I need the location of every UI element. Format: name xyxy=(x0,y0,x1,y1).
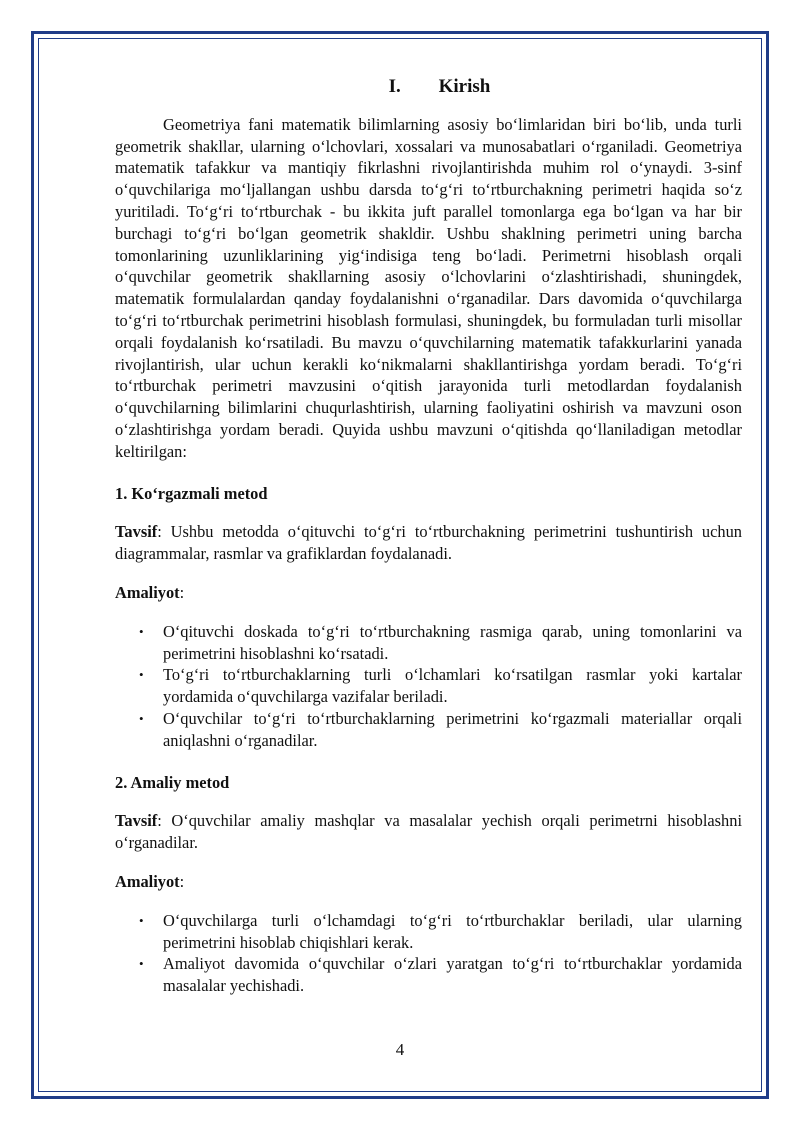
practice-colon: : xyxy=(179,582,185,602)
bullet-icon: • xyxy=(139,667,144,683)
practice-label: Amaliyot xyxy=(115,582,180,602)
bullet-icon: • xyxy=(139,912,144,928)
list-item xyxy=(115,664,742,708)
page-number: 4 xyxy=(395,1040,405,1059)
description-label: Tavsif xyxy=(115,811,158,831)
description-text: : O‘quvchilar amaliy mashqlar va masalalar yechish orqali perimetrni hisoblashni o‘rganadilar. xyxy=(115,811,742,853)
list-item-text: Amaliyot davomida o‘quvchilar o‘zlari yaratgan to‘g‘ri to‘rtburchaklar yordamida masalalar yechishadi. xyxy=(163,954,742,996)
list-item-text: O‘qituvchi doskada to‘g‘ri to‘rtburchakning rasmiga qarab, uning tomonlarini va perimetrini hisoblashni ko‘rsatadi. xyxy=(163,621,742,663)
practice-list xyxy=(115,621,742,752)
section-title-amaliy: 2. Amaliy metod xyxy=(115,772,230,792)
chapter-number: I. xyxy=(388,76,401,97)
list-item-text: O‘quvchilar to‘g‘ri to‘rtburchaklarning perimetrini ko‘rgazmali materiallar orqali aniqlashni o‘rganadilar. xyxy=(163,708,742,750)
list-item xyxy=(115,621,742,665)
description-label: Tavsif xyxy=(115,522,158,542)
list-item-text: To‘g‘ri to‘rtburchaklarning turli o‘lchamlari ko‘rsatilgan rasmlar yoki kartalar yordamida o‘quvchilarga vazifalar beriladi. xyxy=(163,665,742,707)
description-text: : Ushbu metodda o‘qituvchi to‘g‘ri to‘rtburchakning perimetrini tushuntirish uchun diagrammalar, rasmlar va grafiklardan foydalanadi. xyxy=(115,522,742,564)
bullet-icon: • xyxy=(139,956,144,972)
chapter-title: Kirish xyxy=(438,76,491,97)
document-body xyxy=(115,70,742,997)
list-item xyxy=(115,708,742,752)
list-item-text: O‘quvchilarga turli o‘lchamdagi to‘g‘ri to‘rtburchaklar beriladi, ular ularning perimetrini hisoblab chiqishlari kerak. xyxy=(163,910,742,952)
list-item xyxy=(115,910,742,954)
practice-colon: : xyxy=(179,871,185,891)
section-title-korgazmali: 1. Ko‘rgazmali metod xyxy=(115,483,268,503)
chapter-heading xyxy=(115,76,742,98)
intro-paragraph: Geometriya fani matematik bilimlarning asosiy bo‘limlaridan biri bo‘lib, unda turli geometrik shakllar, ularning o‘lchovlari, xossalari va munosabatlari o‘rganiladi. Geometriya matematik tafakkur va mantiqiy fikrlashni rivojlantirishda muhim rol o‘ynaydi. 3-sinf o‘quvchilariga mo‘ljallangan ushbu darsda to‘g‘ri to‘rtburchakning perimetri haqida so‘z yuritiladi. To‘g‘ri to‘rtburchak - bu ikkita juft parallel tomonlarga ega bo‘lgan va har bir burchagi to‘g‘ri bo‘lgan geometrik shakldir. Ushbu shaklning perimetri uning barcha tomonlarining uzunliklarining yig‘indisiga teng bo‘ladi. Perimetrni hisoblash orqali o‘quvchilar geometrik shakllarning asosiy o‘lchovlarini o‘zlashtirishadi, shuningdek, matematik formulalardan qanday foydalanishni o‘rganadilar. Dars davomida o‘quvchilarga to‘g‘ri to‘rtburchak perimetrini hisoblash formulasi, shuningdek, bu formuladan turli misollar orqali foydalanish ko‘rsatiladi. Bu mavzu o‘quvchilarning matematik tafakkurlarini yanada rivojlantirish, ular uchun kerakli ko‘nikmalarni shakllantirishga yordam beradi. To‘g‘ri to‘rtburchak perimetri mavzusini o‘qitish jarayonida turli metodlardan foydalanish o‘quvchilarning bilimlarini chuqurlashtirish, ularning faoliyatini oshirish va mavzuni oson o‘zlashtirishga yordam beradi. Quyida ushbu mavzuni o‘qitishda qo‘llaniladigan metodlar keltirilgan: xyxy=(115,114,742,461)
practice-heading xyxy=(115,582,742,604)
practice-list xyxy=(115,910,742,997)
practice-label: Amaliyot xyxy=(115,871,180,891)
bullet-icon: • xyxy=(139,710,144,726)
section-description xyxy=(115,521,742,565)
section-description xyxy=(115,810,742,854)
bullet-icon: • xyxy=(139,623,144,639)
practice-heading xyxy=(115,871,742,893)
list-item xyxy=(115,953,742,997)
